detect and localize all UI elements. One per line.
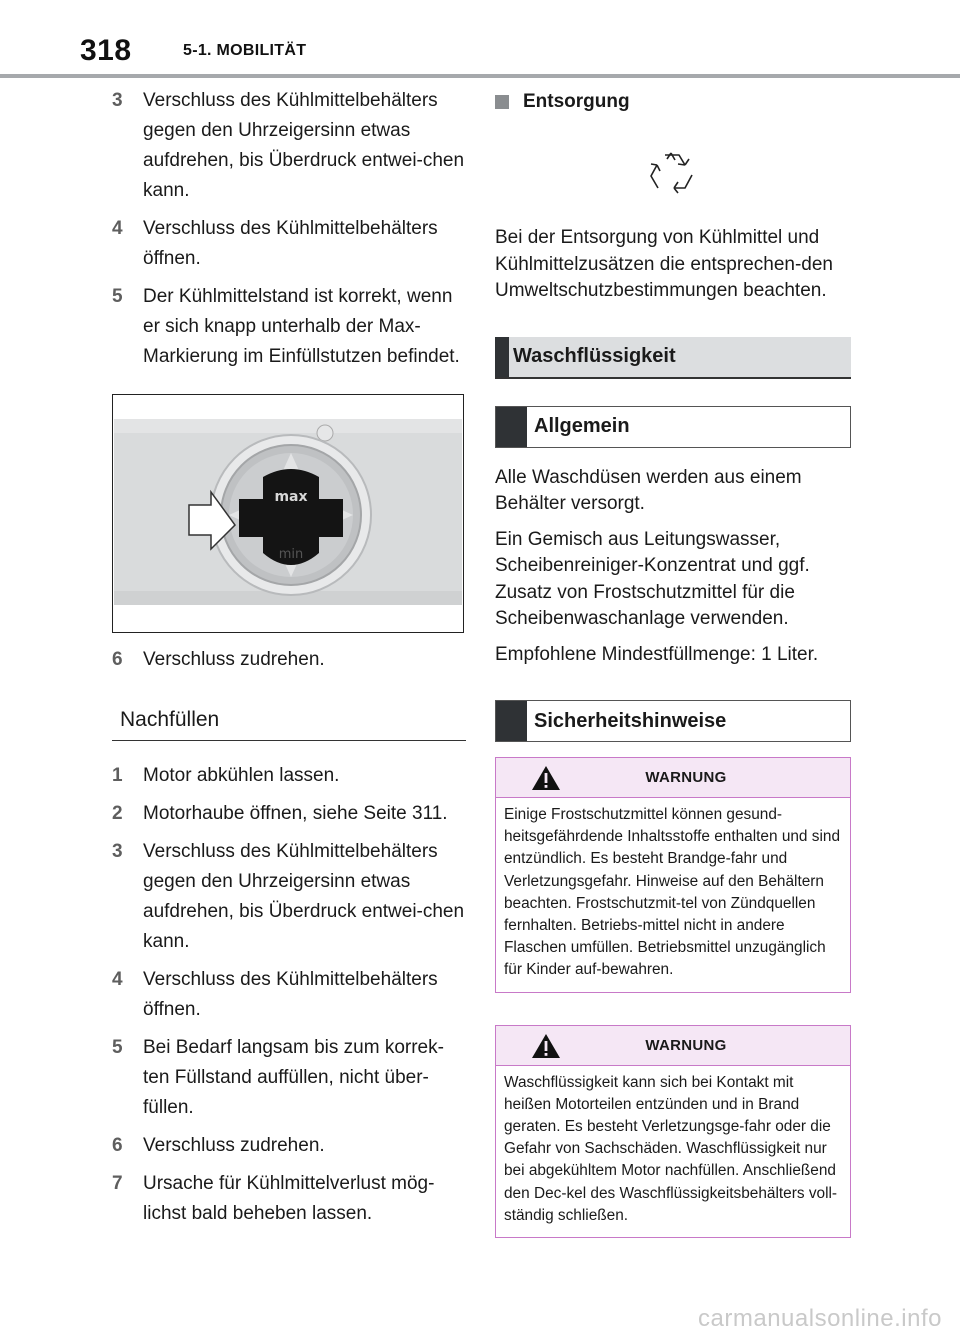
section-heading: Nachfüllen: [112, 699, 466, 741]
step-text: Verschluss des Kühlmittelbehälters öffnen.: [143, 218, 438, 269]
header-rule: [0, 74, 960, 78]
entsorgung-title: Entsorgung: [523, 91, 630, 112]
warning-box: [495, 757, 851, 993]
left-column: [112, 86, 466, 1237]
band-accent: [495, 337, 509, 377]
paragraph: Ein Gemisch aus Leitungswasser, Scheibenreiniger-Konzentrat und ggf. Zusatz von Frostschutzmittel für die Scheibenwaschanlage verwenden.: [495, 528, 810, 629]
warning-text: Einige Frostschutzmittel können gesund-heitsgefährdende Inhaltsstoffe enthalten und sind entzündlich. Es besteht Brandge-fahr und Verletzungsgefahr. Hinweise auf den Behältern beachten. Frostschutzmit-tel von Zündquellen fernhalten. Betriebs-mittel nicht in andere Flaschen umfüllen. Betriebsmittel unzugänglich für Kinder auf-bewahren.: [504, 806, 841, 979]
step-text: Der Kühlmittelstand ist korrekt, wenn er sich knapp unterhalb der Max-Markierung im Einfüllstutzen befindet.: [143, 286, 460, 367]
coolant-reservoir-figure: [112, 394, 464, 633]
warning-title: WARNUNG: [645, 1036, 727, 1054]
subsection-allgemein: [495, 406, 851, 448]
step-number: 5: [112, 1037, 123, 1058]
warning-box: [495, 1025, 851, 1238]
entsorgung-heading: [495, 90, 851, 114]
warning-triangle-icon: [531, 765, 561, 791]
paragraph: Empfohlene Mindestfüllmenge: 1 Liter.: [495, 643, 819, 665]
coolant-cap-illustration: [113, 395, 463, 632]
step-item: [112, 837, 466, 957]
step-text: Bei Bedarf langsam bis zum korrek-ten Füllstand auffüllen, nicht über-füllen.: [143, 1037, 444, 1118]
warning-header: [496, 1026, 850, 1066]
watermark: carmanualsonline.info: [698, 1305, 942, 1332]
step-item: [112, 761, 466, 791]
step-item: [112, 86, 466, 206]
step-number: 1: [112, 765, 123, 786]
min-label: min: [278, 547, 304, 562]
warning-text: Waschflüssigkeit kann sich bei Kontakt mit heißen Motorteilen entzünden und in Brand geraten. Es besteht Verletzungsge-fahr oder die Gefahr von Sachschäden. Waschflüssigkeit nur bei abgekühltem Motor nachfüllen. Anschließend den Dec-kel des Waschflüssigkeitsbehälters voll-ständig schließen.: [504, 1073, 838, 1224]
entsorgung-text: Bei der Entsorgung von Kühlmittel und Kühlmittelzusätzen die entsprechen-den Umweltschutzbestimmungen beachten.: [495, 227, 833, 301]
subsection-accent: [496, 701, 527, 741]
subsection-title: Allgemein: [534, 415, 630, 437]
step-text: Verschluss des Kühlmittelbehälters öffnen.: [143, 969, 438, 1020]
step-item: [112, 1131, 466, 1161]
subsection-title: Sicherheitshinweise: [534, 709, 727, 732]
step-text: Motor abkühlen lassen.: [143, 765, 340, 786]
step-item: [112, 965, 466, 1025]
section-band: [495, 337, 851, 379]
step-text: Motorhaube öffnen, siehe Seite 311.: [143, 803, 448, 824]
step-text: Verschluss zudrehen.: [143, 649, 325, 670]
step-text: Ursache für Kühlmittelverlust mög-lichst bald beheben lassen.: [143, 1173, 435, 1224]
warning-triangle-icon: [531, 1033, 561, 1059]
step-number: 3: [112, 841, 123, 862]
step-text: Verschluss des Kühlmittelbehälters gegen den Uhrzeigersinn etwas aufdrehen, bis Überdruck entwei-chen kann.: [143, 90, 465, 201]
step-number: 7: [112, 1173, 123, 1194]
step-number: 4: [112, 218, 123, 239]
step-item: [112, 1169, 466, 1229]
step-item: [112, 1033, 466, 1123]
warning-title: WARNUNG: [645, 769, 727, 786]
step-item: [112, 282, 466, 372]
step-number: 4: [112, 969, 123, 990]
warning-header: [496, 758, 850, 798]
step-item: [112, 645, 466, 675]
bullet-square-icon: [495, 95, 509, 109]
step-number: 6: [112, 649, 123, 670]
right-column: [495, 86, 851, 1238]
recycle-icon: [645, 147, 699, 201]
subsection-sicherheit: [495, 700, 851, 742]
page-number: 318: [80, 34, 132, 67]
step-number: 6: [112, 1135, 123, 1156]
max-label: max: [274, 489, 308, 505]
step-text: Verschluss des Kühlmittelbehälters gegen den Uhrzeigersinn etwas aufdrehen, bis Überdruck entwei-chen kann.: [143, 841, 465, 952]
chapter-title: 5-1. MOBILITÄT: [183, 42, 307, 59]
step-number: 2: [112, 803, 123, 824]
step-item: [112, 214, 466, 274]
step-item: [112, 799, 466, 829]
step-text: Verschluss zudrehen.: [143, 1135, 325, 1156]
page-header: [0, 0, 960, 78]
step-number: 3: [112, 90, 123, 111]
paragraph: Alle Waschdüsen werden aus einem Behälter versorgt.: [495, 466, 802, 514]
subsection-accent: [496, 407, 527, 447]
band-title: Waschflüssigkeit: [513, 345, 676, 367]
step-number: 5: [112, 286, 123, 307]
